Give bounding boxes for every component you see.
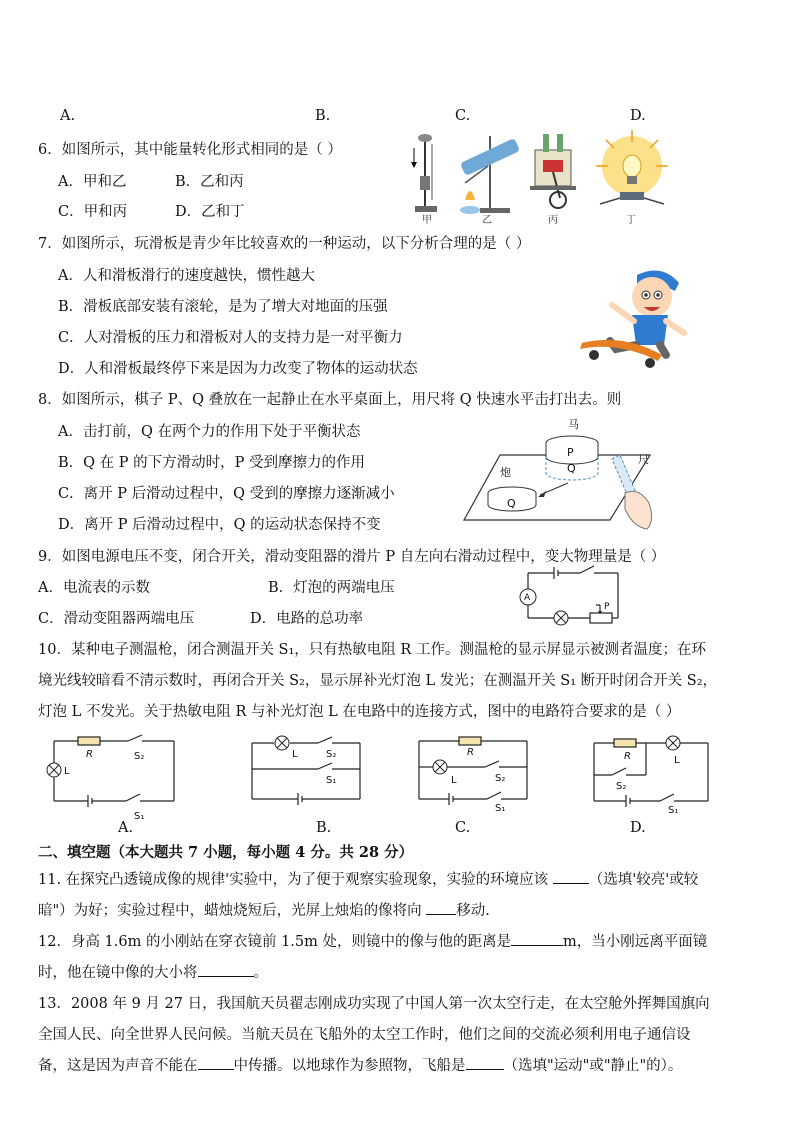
q7-stem: 7．如图所示，玩滑板是青少年比较喜欢的一种运动，以下分析合理的是（ ） — [38, 236, 531, 252]
q10a-s1: S₁ — [134, 811, 145, 822]
pendulum-stand-icon — [411, 134, 437, 212]
q10-circuit-c — [415, 735, 535, 814]
flask-heating-icon — [460, 136, 520, 214]
q9-meter-label: A — [524, 593, 531, 603]
q6-label-bing: 丙 — [548, 215, 558, 226]
q10b-s2: S₂ — [326, 749, 337, 760]
q10c-s1: S₁ — [495, 803, 506, 814]
q11-text-1a: 11. 在探究凸透镜成像的规律'实验中，为了便于观察实验现象，实验的环境应该 — [38, 872, 553, 888]
q11-blank-2[interactable] — [426, 900, 456, 915]
q6-option-d: D．乙和丁 — [175, 204, 245, 220]
q10a-s2: S₂ — [134, 751, 145, 762]
q13-line3 — [38, 1054, 682, 1075]
q6-figure — [410, 128, 690, 226]
q6-option-a: A．甲和乙 — [58, 174, 127, 190]
q8-label-chi: 尺 — [638, 453, 649, 466]
q5-option-a: A. — [60, 108, 76, 124]
q8-option-a: A．击打前，Q 在两个力的作用下处于平衡状态 — [58, 424, 361, 440]
q8-label-ma: 马 — [568, 418, 579, 431]
q12-text-1b: m，当小刚远离平面镜 — [563, 934, 708, 950]
q10-circuit-b — [248, 735, 368, 810]
q10a-r: R — [86, 749, 93, 760]
q10-line3: 灯泡 L 不发光。关于热敏电阻 R 与补光灯泡 L 在电路中的连接方式，图中的电路符合要求的是（ ） — [38, 704, 681, 720]
q10c-r: R — [467, 747, 474, 758]
q8-option-b: B．Q 在 P 的下方滑动时，P 受到摩擦力的作用 — [58, 455, 365, 471]
q10-circuit-d — [590, 735, 715, 816]
q13-text-3a: 备，这是因为声音不能在 — [38, 1058, 198, 1074]
q10-line2: 境光线较暗看不清示数时，再闭合开关 S₂，显示屏补光灯泡 L 发光；在测温开关 S₁ 断开时闭合开关 S₂， — [38, 673, 718, 689]
q8-label-pao: 炮 — [500, 466, 511, 479]
q11-text-1b: （选填'较亮'或较 — [588, 872, 699, 888]
q11-text-2a: 暗"）为好；实验过程中，蜡烛烧短后，光屏上烛焰的像将向 — [38, 903, 427, 919]
light-bulb-icon — [596, 130, 668, 204]
q10-option-b: B. — [316, 820, 332, 836]
q7-option-b: B．滑板底部安装有滚轮，是为了增大对地面的压强 — [58, 299, 388, 315]
q8-label-q: Q — [507, 497, 516, 510]
q13-text-3b: 中传播。以地球作为参照物，飞船是 — [233, 1058, 466, 1074]
q5-option-b: B. — [315, 108, 331, 124]
q10c-l: L — [451, 775, 457, 786]
q10-line1: 10．某种电子测温枪，闭合测温开关 S₁，只有热敏电阻 R 工作。测温枪的显示屏显示被测者温度；在环 — [38, 642, 706, 658]
skateboarder-figure — [572, 265, 692, 370]
chess-pieces-figure — [460, 415, 660, 530]
q9-stem: 9．如图电源电压不变，闭合开关，滑动变阻器的滑片 P 自左向右滑动过程中，变大物理量是（ ） — [38, 549, 666, 565]
q9-option-b: B．灯泡的两端电压 — [268, 580, 395, 596]
q12-text-2a: 时，他在镜中像的大小将 — [38, 965, 198, 981]
q9-option-d: D．电路的总功率 — [250, 611, 364, 627]
section2-title: 二、填空题（本大题共 7 小题，每小题 4 分。共 28 分） — [38, 844, 414, 861]
q8-label-p: P — [567, 446, 574, 459]
q11-text-2b: 移动. — [456, 903, 490, 919]
q6-option-c: C．甲和丙 — [58, 204, 128, 220]
q12-blank-2[interactable] — [198, 962, 254, 977]
q10d-s2: S₂ — [616, 781, 627, 792]
q8-label-q-ghost: Q — [567, 462, 576, 475]
q10d-s1: S₁ — [668, 805, 679, 816]
q11-line1 — [38, 868, 698, 889]
q10d-l: L — [674, 755, 680, 766]
q8-stem: 8．如图所示，棋子 P、Q 叠放在一起静止在水平桌面上，用尺将 Q 快速水平击打出去。则 — [38, 392, 622, 408]
q10a-l: L — [64, 766, 70, 777]
q13-line2: 全国人民、向全世界人民问候。当航天员在飞船外的太空工作时，他们之间的交流必须利用电子通信设 — [38, 1027, 691, 1043]
q9-option-c: C．滑动变阻器两端电压 — [38, 611, 195, 627]
q10b-l: L — [292, 749, 298, 760]
q10d-r: R — [624, 751, 631, 762]
q10b-s1: S₁ — [326, 775, 337, 786]
q8-option-c: C．离开 P 后滑动过程中，Q 受到的摩擦力逐渐减小 — [58, 486, 395, 502]
q12-line1 — [38, 930, 707, 951]
q12-blank-1[interactable] — [511, 931, 563, 946]
q6-option-b: B．乙和丙 — [175, 174, 244, 190]
engine-icon — [530, 134, 576, 208]
q12-text-2b: 。 — [253, 965, 268, 981]
q5-option-d: D. — [630, 108, 646, 124]
q9-option-a: A．电流表的示数 — [38, 580, 150, 596]
q6-label-yi: 乙 — [482, 215, 492, 226]
q10-option-a: A. — [118, 820, 134, 836]
q13-text-3c: （选填"运动"或"静止"的）。 — [503, 1058, 683, 1074]
q10-circuit-a — [42, 735, 182, 822]
q10c-s2: S₂ — [495, 773, 506, 784]
q6-label-jia: 甲 — [422, 215, 432, 226]
q12-text-1a: 12．身高 1.6m 的小刚站在穿衣镜前 1.5m 处，则镜中的像与他的距离是 — [38, 934, 512, 950]
q6-label-ding: 丁 — [626, 215, 636, 226]
q13-blank-2[interactable] — [466, 1055, 504, 1070]
q8-option-d: D．离开 P 后滑动过程中，Q 的运动状态保持不变 — [58, 517, 381, 533]
q11-blank-1[interactable] — [553, 869, 589, 884]
q13-blank-1[interactable] — [198, 1055, 234, 1070]
q5-option-c: C. — [455, 108, 471, 124]
q7-option-a: A．人和滑板滑行的速度越快，惯性越大 — [58, 268, 315, 284]
q12-line2 — [38, 961, 268, 982]
q10-option-d: D. — [630, 820, 646, 836]
q9-slider-label: P — [604, 602, 610, 612]
q7-option-d: D．人和滑板最终停下来是因为力改变了物体的运动状态 — [58, 361, 418, 377]
q11-line2 — [38, 899, 490, 920]
q7-option-c: C．人对滑板的压力和滑板对人的支持力是一对平衡力 — [58, 330, 403, 346]
q10-option-c: C. — [455, 820, 471, 836]
q13-line1: 13．2008 年 9 月 27 日，我国航天员翟志刚成功实现了中国人第一次太空行走，在太空舱外挥舞国旗向 — [38, 996, 710, 1012]
q9-circuit — [518, 563, 628, 628]
q6-stem: 6．如图所示，其中能量转化形式相同的是（ ） — [38, 142, 342, 158]
